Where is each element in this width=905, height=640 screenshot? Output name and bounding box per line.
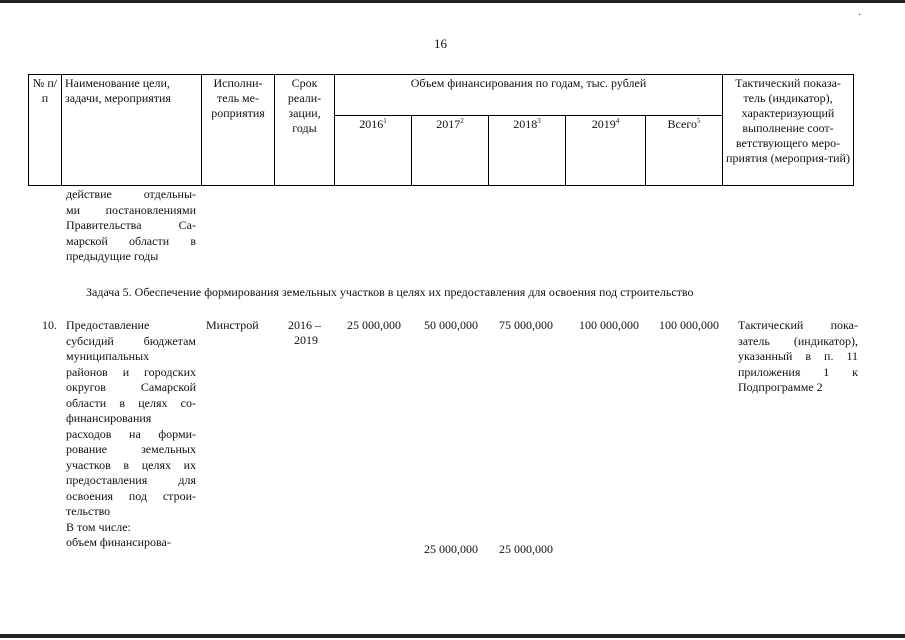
sub-value-2018: 25 000,000 (499, 542, 553, 556)
top-border-line (0, 0, 905, 3)
header-year-2019: 2019$^4$ (566, 116, 646, 186)
task-heading: Задача 5. Обеспечение формирования земельных участков в целях их предоставления для освоения под строительство (86, 285, 694, 299)
value-2018: 75 000,000 (499, 318, 553, 332)
continuation-text: действие отдельны- ми постановлениями Правительства Са- марской области в предыдущие годы (66, 187, 196, 263)
row-executor: Минстрой (206, 318, 259, 332)
header-name: Наименование цели, задачи, мероприятия (62, 75, 202, 186)
row-term-end: 2019 (294, 333, 318, 347)
sub-value-2017: 25 000,000 (424, 542, 478, 556)
value-2016: 25 000,000 (347, 318, 401, 332)
header-year-2017: 2017$^2$ (412, 116, 489, 186)
row-number: 10. (42, 318, 57, 332)
header-funding: Объем финансирования по годам, тыс. рублей (335, 75, 723, 116)
header-total: Всего$^5$ (646, 116, 723, 186)
header-number: № п/п (29, 75, 62, 186)
header-indicator: Тактический показа-тель (индикатор), характеризующий выполнение соот-ветствующего меро-приятия (мероприя-тий) (723, 75, 854, 186)
table-header (28, 74, 854, 186)
value-total: 100 000,000 (659, 318, 719, 332)
bottom-border-line (0, 634, 905, 638)
header-year-2016: 2016$^1$ (335, 116, 412, 186)
header-year-2018: 2018$^3$ (489, 116, 566, 186)
row-name: Предоставление субсидий бюджетам муниципальных районов и городских округов Самарской области в целях со- финансирования расходов на форми- рование земельных участков в целях их предоставления для освоения под строи- тельство В том числе: объем финансирова- (66, 318, 196, 549)
value-2019: 100 000,000 (579, 318, 639, 332)
volume-label: объем финансирова- (66, 535, 171, 549)
page-number: 16 (434, 36, 447, 51)
row-indicator: Тактический пока- затель (индикатор), указанный в п. 11 приложения 1 к Подпрограмме 2 (738, 318, 858, 394)
header-executor: Исполни-тель ме-роприятия (202, 75, 275, 186)
row-term-start: 2016 – (288, 318, 321, 332)
header-term: Срок реали-зации, годы (275, 75, 335, 186)
including-label: В том числе: (66, 519, 131, 534)
scan-speck: · (858, 10, 862, 21)
value-2017: 50 000,000 (424, 318, 478, 332)
